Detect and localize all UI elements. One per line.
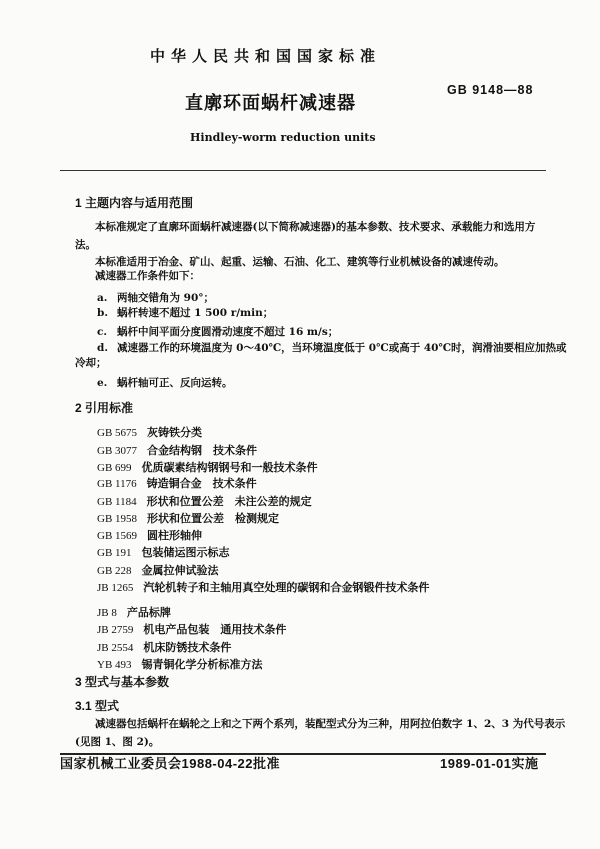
condition-label: c. <box>97 326 108 338</box>
condition-label: a. <box>97 292 108 304</box>
reference-title: 包装储运图示标志 <box>141 546 230 559</box>
condition-item <box>97 306 273 320</box>
header-divider <box>60 170 546 171</box>
condition-item <box>97 291 214 305</box>
reference-title: 产品标牌 <box>126 606 171 619</box>
reference-code: GB 699 <box>97 462 132 474</box>
reference-title: 机床防锈技术条件 <box>143 641 232 654</box>
section-1-heading: 1 主题内容与适用范围 <box>75 196 194 210</box>
reference-item <box>97 581 429 595</box>
reference-item <box>97 641 231 655</box>
reference-code: GB 228 <box>97 565 132 577</box>
section-2-heading: 2 引用标准 <box>75 401 134 415</box>
paragraph-line: 法。 <box>75 239 96 251</box>
reference-title: 圆柱形轴伸 <box>147 529 203 542</box>
condition-text: 减速器工作的环境温度为 0～40℃，当环境温度低于 0℃或高于 40℃时，润滑油要相应加热或 <box>117 342 567 354</box>
reference-title: 合金结构钢 技术条件 <box>147 444 258 457</box>
condition-text: 蜗杆轴可正、反向运转。 <box>117 377 233 389</box>
reference-item <box>97 512 279 526</box>
condition-text: 两轴交错角为 90°； <box>117 292 215 304</box>
implementation-line: 1989-01-01实施 <box>440 756 539 771</box>
reference-code: GB 1569 <box>97 530 138 542</box>
reference-item <box>97 426 202 440</box>
reference-code: JB 1265 <box>97 582 134 594</box>
reference-code: GB 3077 <box>97 445 138 457</box>
reference-item <box>97 444 257 458</box>
reference-title: 优质碳素结构钢钢号和一般技术条件 <box>141 461 318 474</box>
condition-item <box>75 356 107 370</box>
condition-item <box>97 341 567 355</box>
condition-text: 蜗杆转速不超过 1 500 r/min； <box>117 307 274 319</box>
condition-text: 冷却； <box>75 357 107 369</box>
reference-code: GB 191 <box>97 547 132 559</box>
reference-code: GB 5675 <box>97 427 138 439</box>
condition-item <box>97 376 233 390</box>
reference-item <box>97 477 257 491</box>
section-3-heading: 3 型式与基本参数 <box>75 675 170 689</box>
condition-item <box>97 325 338 339</box>
reference-code: GB 1958 <box>97 513 138 525</box>
national-standard-title: 中华人民共和国国家标准 <box>150 48 382 65</box>
reference-item <box>97 606 171 620</box>
english-title: Hindley-worm reduction units <box>190 131 376 144</box>
reference-item <box>97 564 219 578</box>
condition-label: e. <box>97 377 108 389</box>
reference-title: 汽轮机转子和主轴用真空处理的碳钢和合金钢锻件技术条件 <box>143 581 430 594</box>
reference-code: JB 2759 <box>97 624 134 636</box>
reference-item <box>97 529 202 543</box>
reference-code: JB 8 <box>97 607 117 619</box>
reference-item <box>97 461 318 475</box>
reference-title: 灰铸铁分类 <box>147 426 203 439</box>
reference-title: 形状和位置公差 检测规定 <box>147 512 280 525</box>
condition-label: d. <box>97 342 108 354</box>
reference-item <box>97 495 312 509</box>
section-3-1-heading: 3.1 型式 <box>75 699 120 713</box>
reference-code: GB 1184 <box>97 496 137 508</box>
reference-item <box>97 623 286 637</box>
reference-title: 机电产品包装 通用技术条件 <box>143 623 287 636</box>
paragraph-line: 本标准适用于冶金、矿山、起重、运输、石油、化工、建筑等行业机械设备的减速传动。 <box>95 256 505 268</box>
reference-code: GB 1176 <box>97 478 137 490</box>
reference-title: 铸造铜合金 技术条件 <box>146 477 257 490</box>
reference-title: 锡青铜化学分析标准方法 <box>141 658 263 671</box>
reference-title: 形状和位置公差 未注公差的规定 <box>146 495 312 508</box>
reference-code: YB 493 <box>97 659 132 671</box>
standard-number: GB 9148—88 <box>447 83 534 97</box>
paragraph-line: 减速器包括蜗杆在蜗轮之上和之下两个系列，装配型式分为三种，用阿拉伯数字 1、2、3 为代号表示 <box>95 718 566 730</box>
paragraph-line: (见图 1、图 2)。 <box>75 736 160 748</box>
reference-item <box>97 658 263 672</box>
reference-title: 金属拉伸试验法 <box>141 564 219 577</box>
reference-item <box>97 546 230 560</box>
approval-line: 国家机械工业委员会1988-04-22批准 <box>60 756 280 771</box>
reference-code: JB 2554 <box>97 642 134 654</box>
document-title: 直廓环面蜗杆减速器 <box>185 93 356 113</box>
footer-divider <box>60 753 546 755</box>
condition-text: 蜗杆中间平面分度圆滑动速度不超过 16 m/s； <box>117 326 339 338</box>
paragraph-line: 本标准规定了直廓环面蜗杆减速器(以下简称减速器)的基本参数、技术要求、承载能力和选用方 <box>95 221 536 233</box>
paragraph-line: 减速器工作条件如下： <box>95 270 200 282</box>
condition-label: b. <box>97 307 108 319</box>
